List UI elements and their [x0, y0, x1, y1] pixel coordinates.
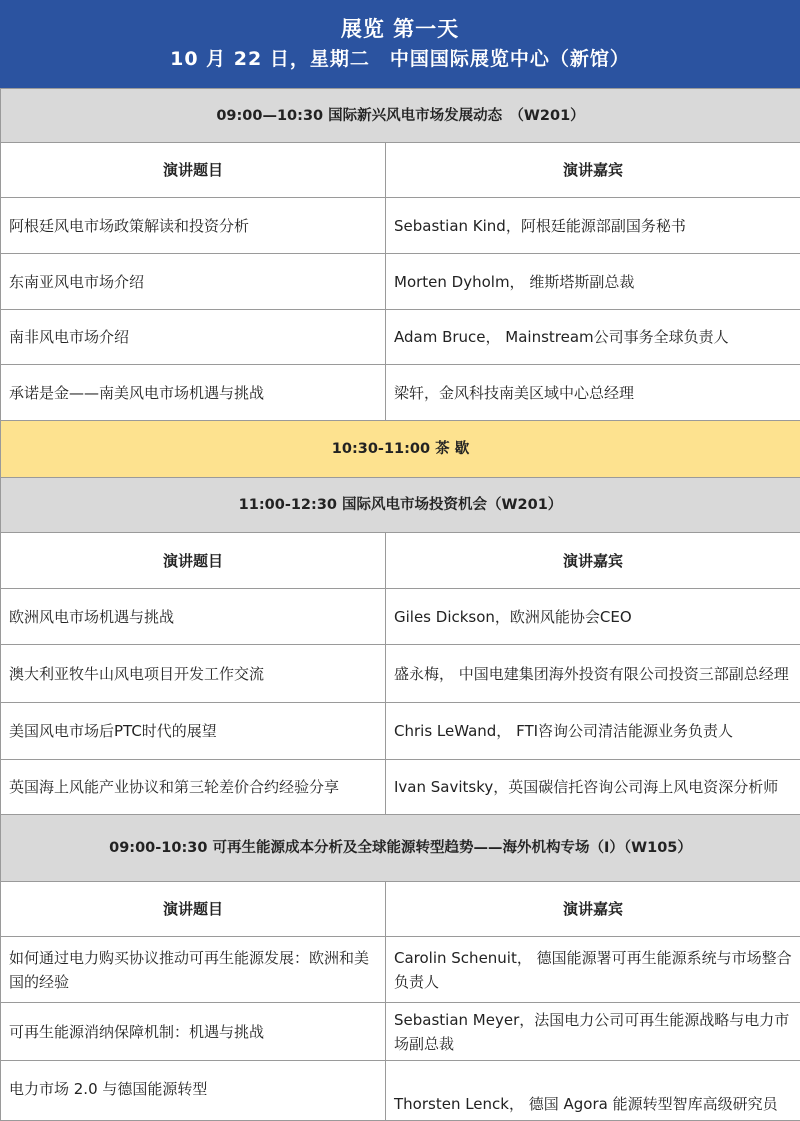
page-title: 展览 第一天	[341, 14, 459, 44]
talk-topic: 可再生能源消纳保障机制：机遇与挑战	[1, 1003, 386, 1061]
talk-topic: 如何通过电力购买协议推动可再生能源发展：欧洲和美国的经验	[1, 937, 386, 1003]
talk-speaker: Ivan Savitsky，英国碳信托咨询公司海上风电资深分析师	[386, 760, 800, 815]
table-row	[1, 365, 800, 421]
table-row	[1, 703, 800, 760]
table-row	[1, 254, 800, 310]
session-title: 11:00-12:30 国际风电市场投资机会（W201）	[1, 478, 800, 533]
tea-break-row	[1, 421, 800, 478]
column-header-row	[1, 882, 800, 937]
talk-topic: 英国海上风能产业协议和第三轮差价合约经验分享	[1, 760, 386, 815]
talk-topic: 电力市场 2.0 与德国能源转型	[1, 1061, 386, 1121]
session-title: 09:00—10:30 国际新兴风电市场发展动态 （W201）	[1, 89, 800, 143]
talk-speaker: 盛永梅， 中国电建集团海外投资有限公司投资三部副总经理	[386, 645, 800, 703]
talk-topic: 澳大利亚牧牛山风电项目开发工作交流	[1, 645, 386, 703]
column-header-row	[1, 143, 800, 198]
talk-topic: 阿根廷风电市场政策解读和投资分析	[1, 198, 386, 254]
session-title: 09:00-10:30 可再生能源成本分析及全球能源转型趋势——海外机构专场（I）（W105）	[1, 815, 800, 882]
column-header-speaker: 演讲嘉宾	[386, 143, 800, 198]
table-row	[1, 310, 800, 365]
session-header	[1, 478, 800, 533]
page-header	[0, 0, 800, 88]
talk-speaker: Thorsten Lenck， 德国 Agora 能源转型智库高级研究员	[386, 1061, 800, 1121]
talk-speaker: Morten Dyholm， 维斯塔斯副总裁	[386, 254, 800, 310]
column-header-row	[1, 533, 800, 589]
talk-speaker: Sebastian Meyer，法国电力公司可再生能源战略与电力市场副总裁	[386, 1003, 800, 1061]
column-header-speaker: 演讲嘉宾	[386, 882, 800, 937]
table-row	[1, 198, 800, 254]
tea-break-label: 10:30-11:00 茶 歇	[1, 421, 800, 478]
table-row	[1, 760, 800, 815]
session-header	[1, 89, 800, 143]
column-header-topic: 演讲题目	[1, 533, 386, 589]
talk-speaker: Sebastian Kind，阿根廷能源部副国务秘书	[386, 198, 800, 254]
talk-topic: 南非风电市场介绍	[1, 310, 386, 365]
session-header	[1, 815, 800, 882]
page-subtitle: 10 月 22 日，星期二 中国国际展览中心（新馆）	[170, 44, 630, 74]
column-header-topic: 演讲题目	[1, 882, 386, 937]
table-row	[1, 1061, 800, 1121]
talk-speaker: Chris LeWand， FTI咨询公司清洁能源业务负责人	[386, 703, 800, 760]
talk-topic: 东南亚风电市场介绍	[1, 254, 386, 310]
talk-topic: 美国风电市场后PTC时代的展望	[1, 703, 386, 760]
column-header-topic: 演讲题目	[1, 143, 386, 198]
talk-topic: 承诺是金——南美风电市场机遇与挑战	[1, 365, 386, 421]
table-row	[1, 589, 800, 645]
table-row	[1, 1003, 800, 1061]
talk-speaker: Adam Bruce， Mainstream公司事务全球负责人	[386, 310, 800, 365]
table-row	[1, 645, 800, 703]
table-row	[1, 937, 800, 1003]
column-header-speaker: 演讲嘉宾	[386, 533, 800, 589]
talk-speaker: Giles Dickson，欧洲风能协会CEO	[386, 589, 800, 645]
talk-speaker: Carolin Schenuit， 德国能源署可再生能源系统与市场整合负责人	[386, 937, 800, 1003]
talk-speaker: 梁轩，金风科技南美区域中心总经理	[386, 365, 800, 421]
talk-topic: 欧洲风电市场机遇与挑战	[1, 589, 386, 645]
schedule-table	[0, 88, 800, 1121]
